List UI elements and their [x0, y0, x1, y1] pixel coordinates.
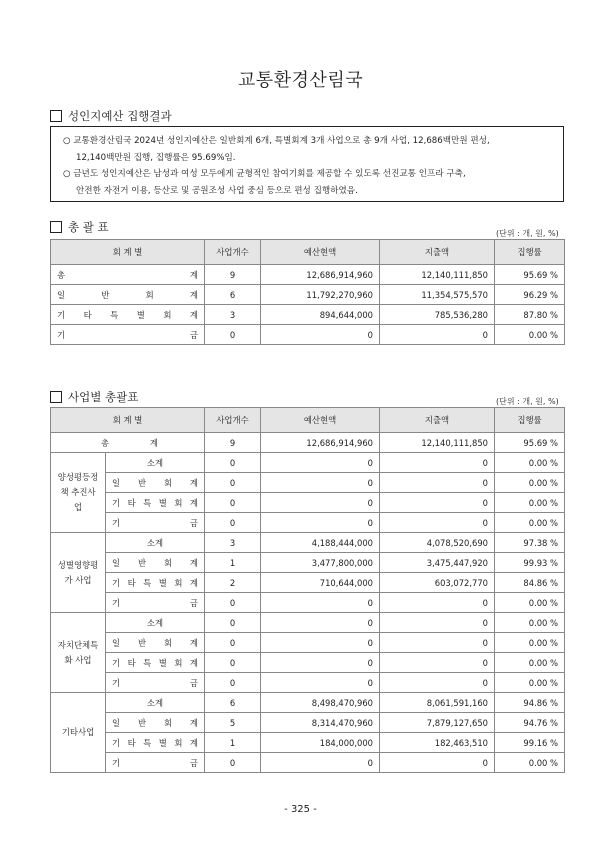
budget-cell: 12,686,914,960	[261, 433, 380, 453]
spent-cell: 0	[380, 653, 495, 673]
row-label-char: 회	[163, 557, 173, 568]
row-label-char: 특	[143, 657, 152, 668]
bullet-line: 12,140백만원 집행, 집행률은 95.69%임.	[76, 152, 236, 163]
row-label	[112, 757, 198, 769]
spent-cell: 0	[380, 493, 495, 513]
rate-cell: 0.00 %	[495, 473, 565, 493]
count-cell: 0	[205, 633, 261, 653]
table-row	[51, 693, 565, 713]
label-cell: 소계	[106, 453, 205, 473]
count-cell: 0	[205, 325, 261, 345]
row-label-char: 총	[101, 437, 110, 448]
row-label-char: 별	[158, 737, 167, 748]
rate-cell: 0.00 %	[495, 593, 565, 613]
column-header: 사업개수	[205, 408, 261, 433]
spent-cell: 0	[380, 593, 495, 613]
row-label-char: 계	[189, 289, 198, 300]
row-label-char: 일	[112, 717, 121, 728]
count-cell: 3	[205, 533, 261, 553]
rate-cell: 94.86 %	[495, 693, 565, 713]
spent-cell: 785,536,280	[380, 305, 495, 325]
count-cell: 0	[205, 473, 261, 493]
table-row	[51, 653, 565, 673]
row-label-char: 계	[189, 637, 198, 648]
summary-table	[50, 239, 565, 345]
spent-cell: 603,072,770	[380, 573, 495, 593]
row-label-char: 계	[189, 737, 198, 748]
rate-cell: 99.93 %	[495, 553, 565, 573]
label-cell	[106, 513, 205, 533]
count-cell: 9	[205, 433, 261, 453]
row-label	[112, 657, 198, 669]
rate-cell: 0.00 %	[495, 633, 565, 653]
column-header: 지출액	[380, 408, 495, 433]
budget-cell: 0	[261, 453, 380, 473]
rate-cell: 0.00 %	[495, 613, 565, 633]
spent-cell: 4,078,520,690	[380, 533, 495, 553]
table-row	[51, 573, 565, 593]
column-header: 사업개수	[205, 240, 261, 265]
count-cell: 0	[205, 593, 261, 613]
rate-cell: 87.80 %	[495, 305, 565, 325]
row-label-char: 반	[101, 289, 110, 300]
row-label	[112, 517, 198, 529]
count-cell: 1	[205, 553, 261, 573]
spent-cell: 0	[380, 613, 495, 633]
count-cell: 0	[205, 653, 261, 673]
label-cell	[51, 433, 205, 453]
row-label-char: 계	[189, 577, 198, 588]
rate-cell: 97.38 %	[495, 533, 565, 553]
budget-cell: 11,792,270,960	[261, 285, 380, 305]
checkbox-square-icon	[50, 391, 62, 403]
row-label-char: 금	[189, 597, 199, 608]
rate-cell: 95.69 %	[495, 433, 565, 453]
label-cell	[106, 593, 205, 613]
row-label-char: 특	[143, 497, 152, 508]
row-label-char: 특	[143, 577, 152, 588]
rate-cell: 0.00 %	[495, 325, 565, 345]
row-label-char: 회	[174, 577, 183, 588]
row-label-char: 기	[112, 657, 121, 668]
row-label-char: 타	[127, 737, 136, 748]
row-label-char: 일	[112, 477, 121, 488]
row-label	[112, 717, 198, 729]
table-row	[51, 533, 565, 553]
row-label-char: 기	[112, 577, 121, 588]
count-cell: 0	[205, 513, 261, 533]
rate-cell: 0.00 %	[495, 653, 565, 673]
table-row	[51, 493, 565, 513]
row-label	[57, 329, 198, 341]
row-label-char: 금	[189, 329, 198, 340]
row-label-char: 반	[137, 557, 147, 568]
budget-cell: 0	[261, 753, 380, 773]
spent-cell: 8,061,591,160	[380, 693, 495, 713]
row-label-char: 타	[127, 657, 136, 668]
row-label-char: 일	[112, 637, 121, 648]
label-cell	[106, 713, 205, 733]
column-header: 예산현액	[261, 240, 380, 265]
unit-label: (단위 : 개, 원, %)	[496, 229, 559, 238]
rate-cell: 95.69 %	[495, 265, 565, 285]
page-number: - 325 -	[284, 804, 317, 815]
rate-cell: 0.00 %	[495, 753, 565, 773]
rate-cell: 0.00 %	[495, 493, 565, 513]
row-label-char: 기	[112, 737, 121, 748]
table-row	[51, 553, 565, 573]
column-header: 집행률	[495, 240, 565, 265]
rate-cell: 96.29 %	[495, 285, 565, 305]
row-label	[112, 677, 198, 689]
spent-cell: 0	[380, 673, 495, 693]
budget-cell: 710,644,000	[261, 573, 380, 593]
row-label	[112, 497, 198, 509]
row-label-char: 금	[189, 517, 199, 528]
row-label	[112, 637, 198, 649]
row-label-char: 반	[137, 477, 147, 488]
row-label-char: 반	[137, 637, 147, 648]
label-cell: 소계	[106, 533, 205, 553]
row-label	[101, 437, 158, 449]
budget-cell: 12,686,914,960	[261, 265, 380, 285]
spent-cell: 0	[380, 325, 495, 345]
row-label-char: 타	[127, 577, 136, 588]
count-cell: 0	[205, 453, 261, 473]
spent-cell: 12,140,111,850	[380, 265, 495, 285]
rate-cell: 0.00 %	[495, 453, 565, 473]
row-label-char: 일	[57, 289, 66, 300]
label-cell	[106, 573, 205, 593]
table-header-row	[51, 240, 565, 265]
column-header: 예산현액	[261, 408, 380, 433]
table-row	[51, 285, 565, 305]
budget-cell: 3,477,800,000	[261, 553, 380, 573]
budget-cell: 0	[261, 613, 380, 633]
row-label-char: 기	[112, 517, 121, 528]
row-label-char: 금	[189, 677, 199, 688]
row-label-char: 별	[158, 577, 167, 588]
checkbox-square-icon	[50, 110, 62, 122]
spent-cell: 0	[380, 753, 495, 773]
label-cell	[51, 325, 205, 345]
table-row	[51, 673, 565, 693]
row-label-char: 계	[189, 497, 198, 508]
rate-cell: 84.86 %	[495, 573, 565, 593]
row-label-char: 총	[57, 269, 66, 280]
row-label-char: 일	[112, 557, 121, 568]
row-label	[57, 309, 198, 321]
count-cell: 0	[205, 673, 261, 693]
group-name-cell: 자치단체특화 사업	[51, 613, 106, 693]
label-cell	[51, 265, 205, 285]
spent-cell: 11,354,575,570	[380, 285, 495, 305]
section-heading-text: 사업별 총괄표	[68, 390, 139, 404]
budget-cell: 8,498,470,960	[261, 693, 380, 713]
spent-cell: 0	[380, 453, 495, 473]
row-label-char: 기	[112, 757, 121, 768]
budget-cell: 184,000,000	[261, 733, 380, 753]
row-label	[57, 289, 198, 301]
rate-cell: 94.76 %	[495, 713, 565, 733]
row-label-char: 계	[189, 657, 198, 668]
row-label-char: 계	[149, 437, 159, 448]
row-label-char: 회	[174, 737, 183, 748]
label-cell	[106, 553, 205, 573]
page-title: 교통환경산림국	[237, 70, 364, 91]
row-label-char: 타	[83, 309, 92, 320]
row-label-char: 회	[174, 657, 183, 668]
budget-cell: 8,314,470,960	[261, 713, 380, 733]
row-label	[112, 737, 198, 749]
spent-cell: 0	[380, 513, 495, 533]
spent-cell: 3,475,447,920	[380, 553, 495, 573]
row-label-char: 금	[189, 757, 199, 768]
section-heading-project-table	[50, 389, 138, 405]
label-cell: 소계	[106, 693, 205, 713]
section-heading-text: 성인지예산 집행결과	[68, 109, 172, 123]
row-label-char: 계	[189, 557, 198, 568]
budget-cell: 0	[261, 513, 380, 533]
row-label	[112, 577, 198, 589]
label-cell	[106, 753, 205, 773]
row-label-char: 회	[163, 717, 173, 728]
section-heading-text: 총 괄 표	[68, 220, 109, 234]
label-cell	[106, 653, 205, 673]
unit-label: (단위 : 개, 원, %)	[496, 397, 559, 406]
table-row	[51, 325, 565, 345]
row-label-char: 반	[137, 717, 147, 728]
row-label-char: 계	[189, 477, 198, 488]
label-cell	[106, 493, 205, 513]
budget-cell: 4,188,444,000	[261, 533, 380, 553]
column-header: 회 계 별	[51, 408, 205, 433]
label-cell	[51, 305, 205, 325]
row-label-char: 계	[189, 269, 198, 280]
row-label-char: 별	[136, 309, 145, 320]
count-cell: 3	[205, 305, 261, 325]
table-row	[51, 633, 565, 653]
table-row	[51, 593, 565, 613]
count-cell: 9	[205, 265, 261, 285]
count-cell: 0	[205, 613, 261, 633]
row-label-char: 회	[163, 309, 172, 320]
count-cell: 2	[205, 573, 261, 593]
row-label-char: 특	[143, 737, 152, 748]
row-label-char: 회	[145, 289, 154, 300]
table-row	[51, 513, 565, 533]
checkbox-square-icon	[50, 221, 62, 233]
column-header: 회 계 별	[51, 240, 205, 265]
row-label-char: 회	[163, 637, 173, 648]
count-cell: 6	[205, 693, 261, 713]
row-label-char: 특	[110, 309, 119, 320]
count-cell: 5	[205, 713, 261, 733]
summary-box	[50, 126, 564, 202]
group-name-cell: 기타사업	[51, 693, 106, 773]
table-row	[51, 713, 565, 733]
rate-cell: 0.00 %	[495, 513, 565, 533]
row-label-char: 계	[189, 309, 198, 320]
table-row	[51, 613, 565, 633]
rate-cell: 99.16 %	[495, 733, 565, 753]
row-label-char: 별	[158, 497, 167, 508]
spent-cell: 182,463,510	[380, 733, 495, 753]
row-label-char: 회	[163, 477, 173, 488]
bullet-line: ○ 교통환경산림국 2024년 성인지예산은 일반회계 6개, 특별회계 3개 사업으로 총 9개 사업, 12,686백만원 편성,	[63, 136, 490, 146]
budget-cell: 894,644,000	[261, 305, 380, 325]
row-label	[57, 269, 198, 281]
group-name-cell: 양성평등정책 추진사업	[51, 453, 106, 533]
table-row-total	[51, 433, 565, 453]
budget-cell: 0	[261, 673, 380, 693]
table-row	[51, 733, 565, 753]
spent-cell: 0	[380, 473, 495, 493]
count-cell: 6	[205, 285, 261, 305]
group-name-cell: 성별영향평가 사업	[51, 533, 106, 613]
row-label-char: 기	[57, 329, 66, 340]
table-row	[51, 305, 565, 325]
label-cell	[106, 733, 205, 753]
project-table	[50, 407, 565, 773]
table-header-row	[51, 408, 565, 433]
spent-cell: 0	[380, 633, 495, 653]
rate-cell: 0.00 %	[495, 673, 565, 693]
label-cell	[51, 285, 205, 305]
row-label-char: 계	[189, 717, 198, 728]
label-cell	[106, 633, 205, 653]
spent-cell: 12,140,111,850	[380, 433, 495, 453]
row-label	[112, 477, 198, 489]
section-heading-results	[50, 108, 172, 124]
label-cell	[106, 673, 205, 693]
budget-cell: 0	[261, 653, 380, 673]
budget-cell: 0	[261, 473, 380, 493]
row-label-char: 기	[112, 677, 121, 688]
section-heading-summary-table	[50, 219, 109, 235]
row-label-char: 기	[57, 309, 66, 320]
column-header: 집행률	[495, 408, 565, 433]
budget-cell: 0	[261, 593, 380, 613]
count-cell: 1	[205, 733, 261, 753]
row-label-char: 기	[112, 597, 121, 608]
count-cell: 0	[205, 493, 261, 513]
label-cell	[106, 473, 205, 493]
bullet-line: ○ 금년도 성인지예산은 남성과 여성 모두에게 균형적인 참여기회를 제공할 수 있도록 선진교통 인프라 구축,	[63, 169, 466, 179]
row-label-char: 기	[112, 497, 121, 508]
table-row	[51, 753, 565, 773]
row-label-char: 별	[158, 657, 167, 668]
spent-cell: 7,879,127,650	[380, 713, 495, 733]
row-label-char: 회	[174, 497, 183, 508]
table-row	[51, 453, 565, 473]
budget-cell: 0	[261, 325, 380, 345]
column-header: 지출액	[380, 240, 495, 265]
row-label-char: 타	[127, 497, 136, 508]
bullet-line: 안전한 자전거 이용, 등산로 및 공원조성 사업 중심 등으로 편성 집행하였음.	[76, 185, 358, 196]
budget-cell: 0	[261, 633, 380, 653]
table-row	[51, 265, 565, 285]
table-row	[51, 473, 565, 493]
count-cell: 0	[205, 753, 261, 773]
label-cell: 소계	[106, 613, 205, 633]
row-label	[112, 557, 198, 569]
budget-cell: 0	[261, 493, 380, 513]
row-label	[112, 597, 198, 609]
